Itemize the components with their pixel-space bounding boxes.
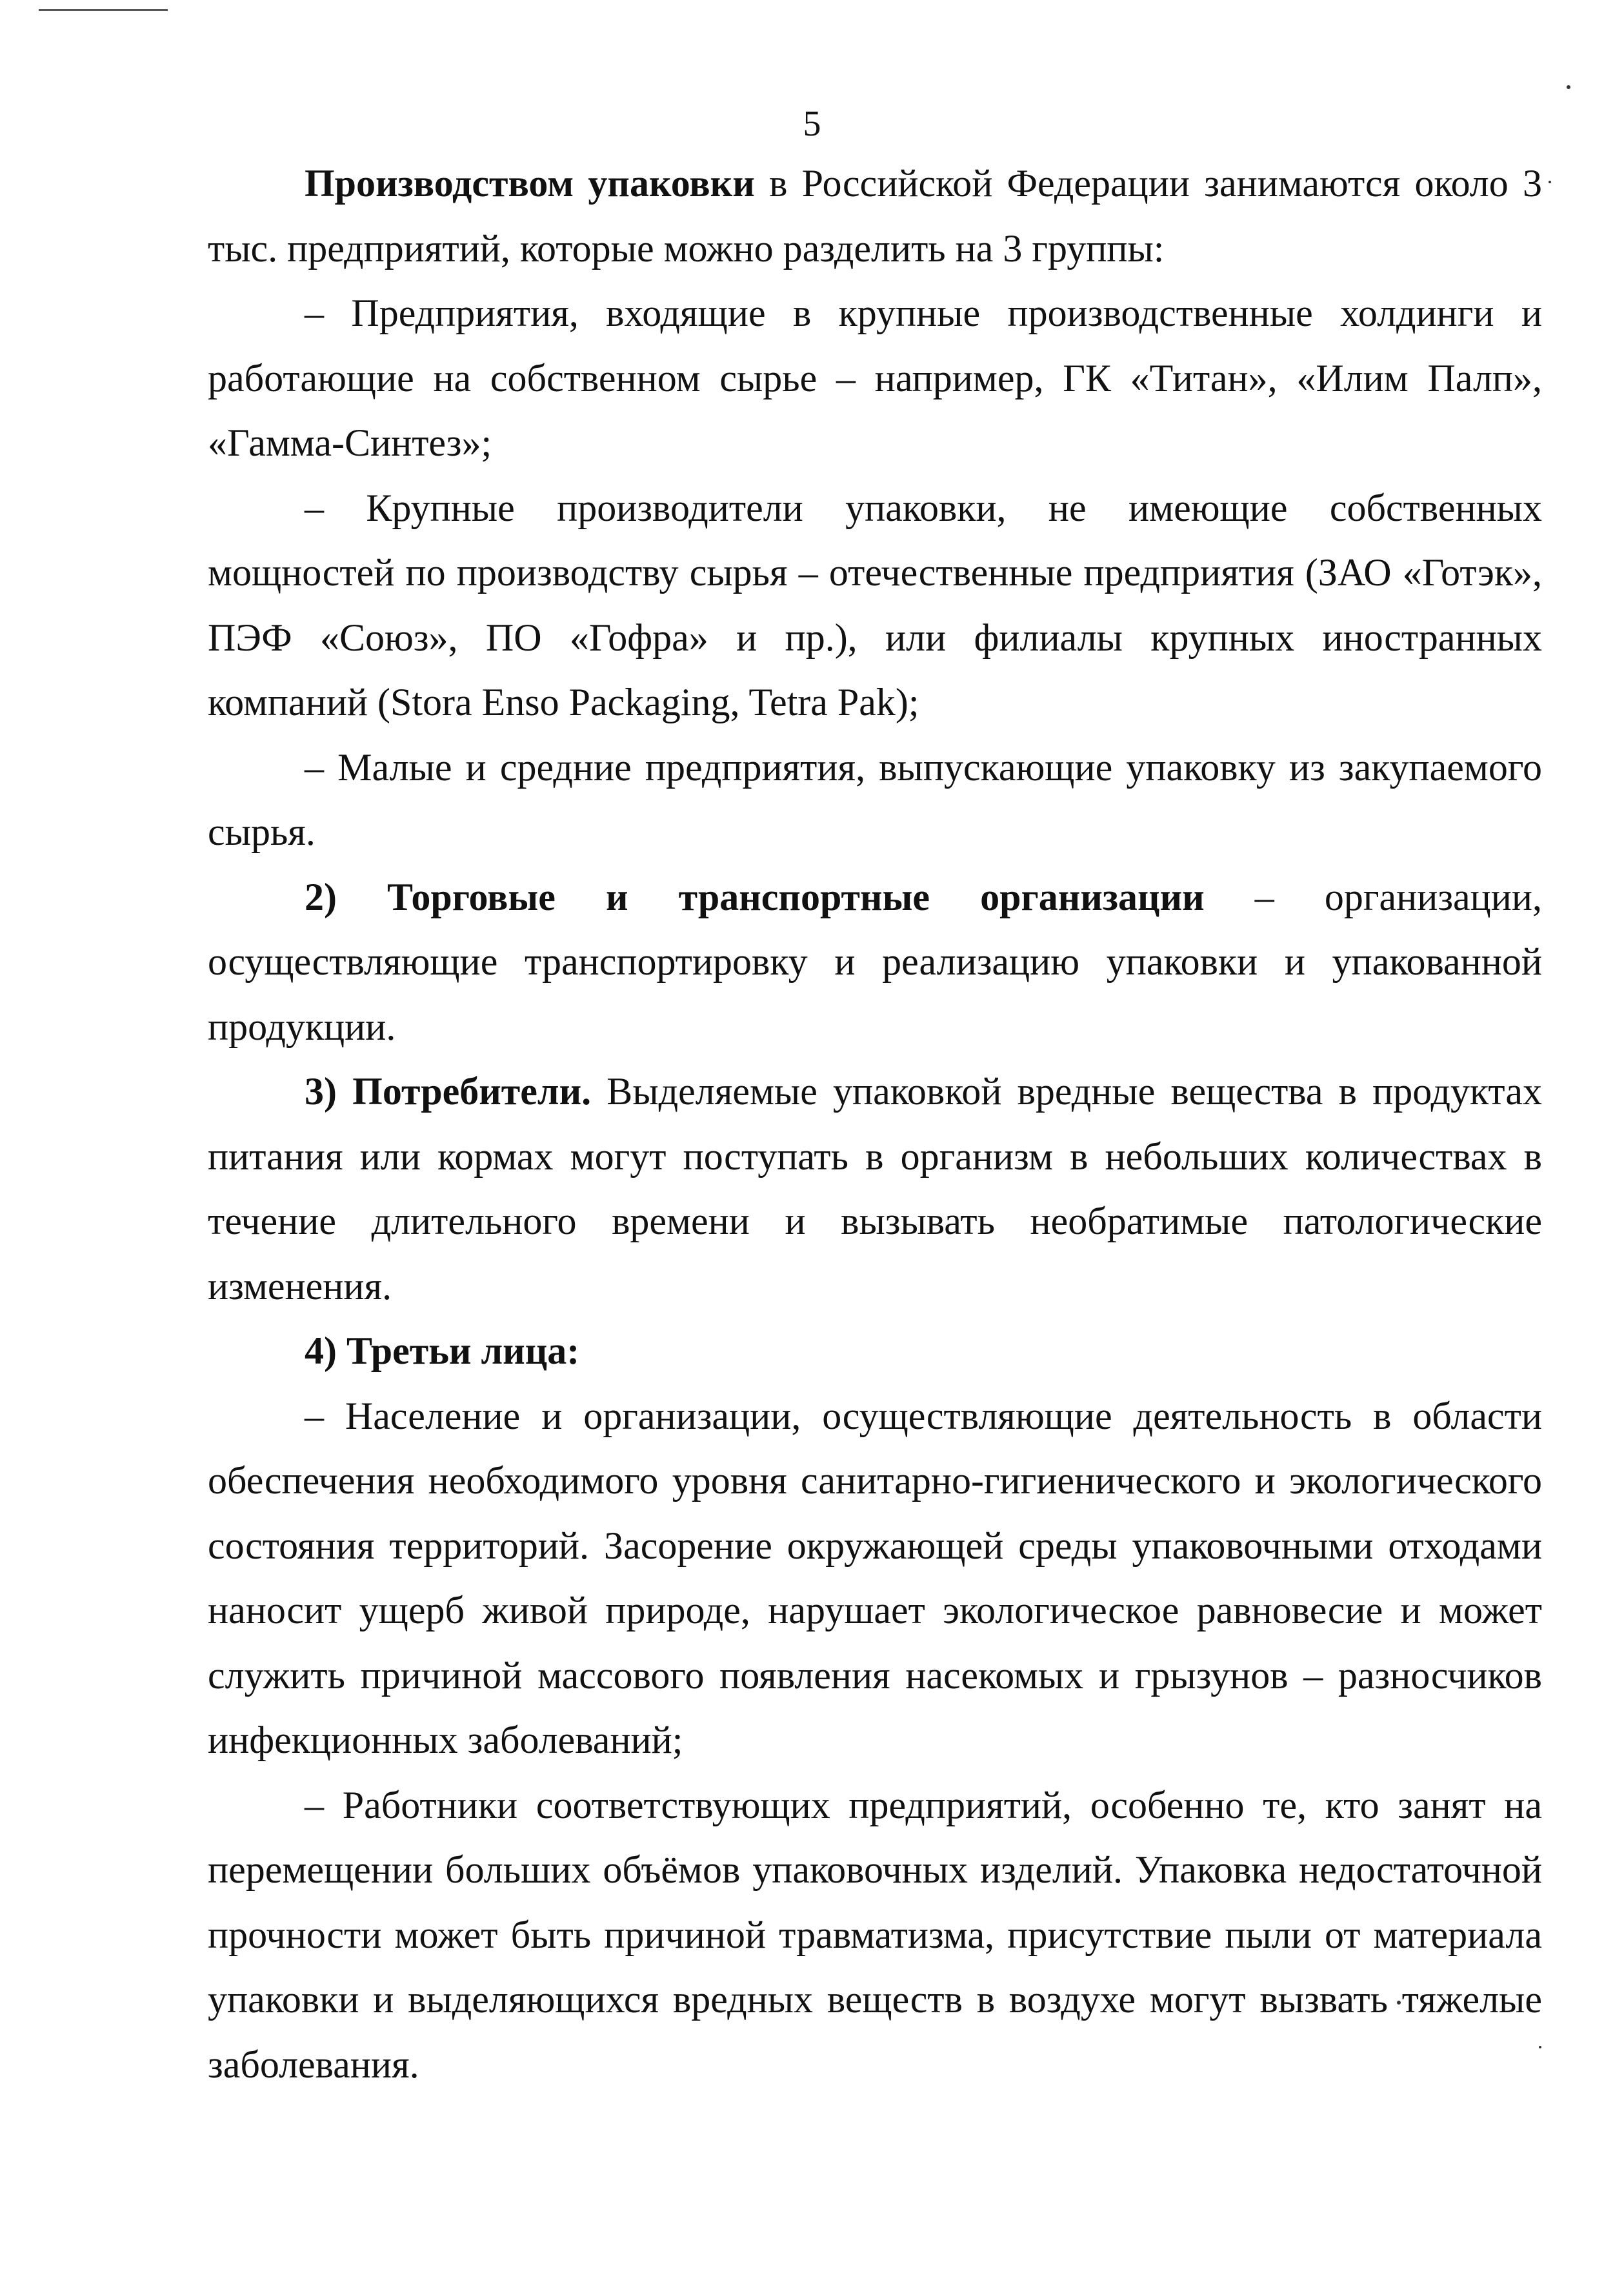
scan-speck bbox=[1567, 85, 1570, 89]
bold-lead: 3) Потребители. bbox=[305, 1070, 592, 1113]
paragraph bbox=[208, 476, 1542, 735]
paragraph-text: – Крупные производители упаковки, не имеющие собственных мощностей по производству сырья – отечественные предприятия (ЗАО «Готэк», ПЭФ «Союз», ПО «Гофра» и пр.), или филиалы крупных иностранных компаний (Stora Enso Packaging, Tetra Pak); bbox=[208, 486, 1542, 723]
paragraph bbox=[208, 1059, 1542, 1318]
paragraph-text: Выделяемые упаковкой вредные вещества в продуктах питания или кормах могут поступать в организм в небольших количествах в течение длительного времени и вызывать необратимые патологические изменения. bbox=[208, 1070, 1542, 1308]
paragraph-text: в Российской Федерации занимаются около 3 тыс. предприятий, которые можно разделить на 3 группы: bbox=[208, 162, 1543, 270]
paragraph-text: – Малые и средние предприятия, выпускающие упаковку из закупаемого сырья. bbox=[208, 745, 1542, 853]
paragraph-text: – Предприятия, входящие в крупные производственные холдинги и работающие на собственном сырье – например, ГК «Титан», «Илим Палп», «Гамма-Синтез»; bbox=[208, 292, 1542, 464]
paragraph bbox=[208, 735, 1542, 865]
scan-artifact-line bbox=[39, 9, 168, 11]
paragraph bbox=[208, 151, 1542, 281]
paragraph-text: – Население и организации, осуществляющие деятельность в области обеспечения необходимого уровня санитарно-гигиенического и экологического состояния территорий. Засорение окружающей среды упаковочными отходами наносит ущерб живой природе, нарушает экологическое равновесие и может служить причиной массового появления насекомых и грызунов – разносчиков инфекционных заболеваний; bbox=[208, 1394, 1542, 1761]
scan-speck bbox=[1549, 181, 1551, 183]
bold-lead: 2) Торговые и транспортные организации bbox=[305, 875, 1205, 918]
paragraph bbox=[208, 865, 1542, 1060]
paragraph bbox=[208, 1318, 1542, 1384]
page-number: 5 bbox=[803, 104, 821, 144]
bold-lead: 4) Третьи лица: bbox=[305, 1329, 580, 1372]
paragraph bbox=[208, 281, 1542, 476]
bold-lead: Производством упаковки bbox=[305, 162, 755, 205]
paragraph bbox=[208, 1773, 1542, 2097]
paragraph-text: – организации, осуществляющие транспортировку и реализацию упаковки и упакованной продукции. bbox=[208, 875, 1542, 1048]
paragraph bbox=[208, 1384, 1542, 1773]
paragraph-text: – Работники соответствующих предприятий, особенно те, кто занят на перемещении больших объёмов упаковочных изделий. Упаковка недостаточной прочности может быть причиной травматизма, присутствие пыли от материала упаковки и выделяющихся вредных веществ в воздухе могут вызвать тяжелые заболевания. bbox=[208, 1783, 1542, 2086]
body-text bbox=[208, 151, 1542, 2097]
